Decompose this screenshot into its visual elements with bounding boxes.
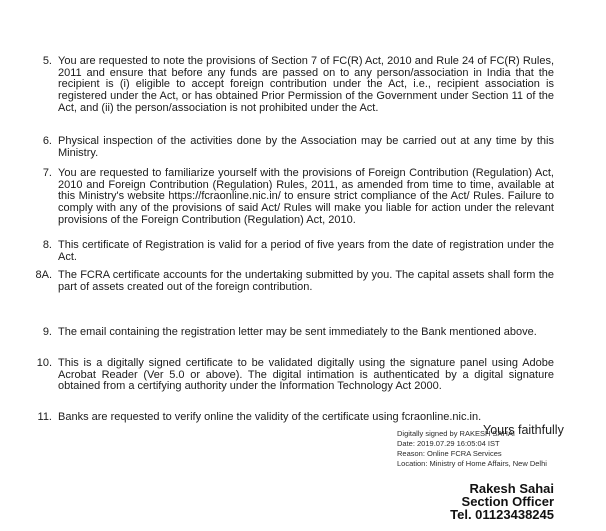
letter-item-11 <box>30 412 554 424</box>
item-text: Banks are requested to verify online the validity of the certificate using fcraonline.nic.in. <box>58 411 482 423</box>
item-number: 8. <box>42 239 52 251</box>
item-text: This is a digitally signed certificate to be validated digitally using the signature panel using Adobe Acrobat Reader (Ver 5.0 or above). The digital intimation is authenticated by a digital signature obtained from a certifying authority under the Information Technology Act 2000. <box>58 357 554 393</box>
item-text: You are requested to note the provisions of Section 7 of FC(R) Act, 2010 and Rule 24 of FC(R) Rules, 2011 and ensure that before any funds are passed on to any person/association in India that the recipient is (i) eligible to accept foreign contribution under the Act, i.e., recipient association is registered under the Act, or has obtained Prior Permission of the Government under Section 11 of the Act, and (ii) the person/association is not prohibited under the Act. <box>58 55 554 114</box>
digital-signature-date: Date: 2019.07.29 16:05:04 IST <box>397 439 500 448</box>
item-text: This certificate of Registration is valid for a period of five years from the date of registration under the Act. <box>58 239 554 263</box>
item-number: 6. <box>42 135 52 147</box>
digital-signature-reason: Reason: Online FCRA Services <box>397 449 502 458</box>
officer-signature-block <box>450 482 554 521</box>
letter-item-6 <box>30 136 554 159</box>
letter-item-8 <box>30 240 554 263</box>
item-number: 8A. <box>35 269 52 281</box>
officer-designation: Section Officer <box>461 494 554 509</box>
letter-item-10 <box>30 358 554 393</box>
item-text: Physical inspection of the activities done by the Association may be carried out at any time by this Ministry. <box>58 135 554 159</box>
item-number: 7. <box>42 167 52 179</box>
digital-signature-signed-by: Digitally signed by RAKESH SAHAI <box>397 429 515 438</box>
item-text: You are requested to familiarize yourself with the provisions of Foreign Contribution (Regulation) Act, 2010 and Foreign Contribution (Regulation) Rules, 2011, as amended from time to time, available at this Ministry's website https://fcraonline.nic.in/ to ensure strict compliance of the Act/ Rules. Failure to comply with any of the provisions of said Act/ Rules will make you liable for action under the relevant provisions of the Foreign Contribution (Regulation) Act, 2010. <box>58 167 554 226</box>
officer-phone: Tel. 01123438245 <box>450 507 554 522</box>
item-text: The email containing the registration letter may be sent immediately to the Bank mentioned above. <box>58 326 537 338</box>
salutation: Yours faithfully <box>483 423 564 437</box>
item-number: 9. <box>42 326 52 338</box>
item-number: 5. <box>42 55 52 67</box>
item-text: The FCRA certificate accounts for the undertaking submitted by you. The capital assets shall form the part of assets created out of the foreign contribution. <box>58 269 554 293</box>
letter-item-7 <box>30 168 554 227</box>
digital-signature-location: Location: Ministry of Home Affairs, New Delhi <box>397 459 547 468</box>
letter-item-5 <box>30 56 554 115</box>
letter-item-9 <box>30 327 554 339</box>
item-number: 10. <box>36 357 52 369</box>
officer-name: Rakesh Sahai <box>469 481 554 496</box>
letter-item-8a <box>30 270 554 293</box>
item-number: 11. <box>37 411 52 423</box>
